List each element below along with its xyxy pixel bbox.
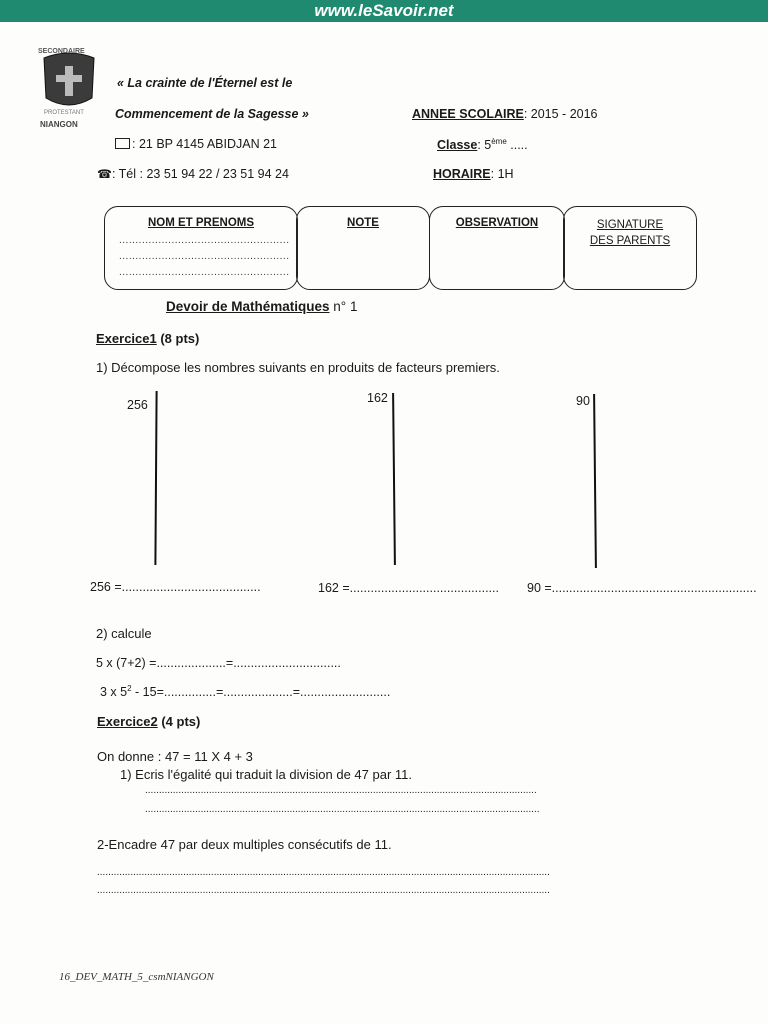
school-year-label: ANNEE SCOLAIRE	[412, 107, 524, 121]
duration-value: : 1H	[490, 167, 514, 181]
answer-162[interactable]: 162 =...........................................	[318, 581, 499, 595]
calc-2-post: - 15=...............=....................=..........................	[131, 685, 391, 700]
address-row	[115, 137, 277, 151]
factor-number-90: 90	[576, 394, 590, 408]
school-year-value: : 2015 - 2016	[523, 107, 598, 121]
motto-line-1: « La crainte de l'Éternel est le	[117, 76, 293, 90]
exercise-2-label: Exercice2	[97, 714, 158, 729]
exercise-2-q1-line-1[interactable]: .............................................................................................................................................	[145, 785, 537, 796]
name-box-label: NOM ET PRENOMS	[147, 217, 255, 229]
logo-bottom-text: NIANGON	[40, 120, 78, 129]
name-box[interactable]	[104, 206, 298, 290]
calc-2-exp: 2	[127, 684, 132, 693]
exercise-1-q2: 2) calcule	[96, 626, 152, 641]
phone-icon: ☎	[97, 167, 112, 181]
calc-1[interactable]: 5 x (7+2) =....................=...............................	[96, 656, 341, 670]
note-box-label: NOTE	[347, 217, 379, 229]
answer-90[interactable]: 90 =...........................................................	[527, 581, 757, 595]
signature-box-label: SIGNATURE DES PARENTS	[589, 219, 671, 247]
exercise-2-title	[97, 714, 200, 729]
factor-number-162: 162	[367, 391, 388, 405]
mail-icon	[115, 138, 130, 149]
logo-mid-text: PROTESTANT	[44, 110, 84, 116]
phone-row	[97, 167, 289, 181]
phone-text: : Tél : 23 51 94 22 / 23 51 94 24	[111, 167, 289, 181]
motto-line-2: Commencement de la Sagesse »	[115, 107, 309, 121]
name-dots-1: ....................................................	[119, 235, 290, 246]
school-logo	[36, 46, 102, 136]
exercise-1-points: (8 pts)	[156, 331, 200, 346]
page-title-main: Devoir de Mathématiques	[166, 299, 330, 314]
observation-box-label: OBSERVATION	[455, 217, 539, 229]
exercise-2-q1: 1) Ecris l'égalité qui traduit la division de 47 par 11.	[120, 767, 413, 782]
school-year	[412, 107, 598, 121]
exercise-2-q2: 2-Encadre 47 par deux multiples consécutifs de 11.	[97, 837, 392, 852]
page-title-suffix: n° 1	[329, 299, 358, 314]
calc-2-pre: 3 x 5	[100, 685, 128, 700]
class	[437, 137, 528, 152]
exercise-2-q1-line-2[interactable]: ..............................................................................................................................................	[145, 804, 540, 815]
class-label: Classe	[437, 138, 478, 153]
answer-256[interactable]: 256 =........................................	[90, 580, 261, 594]
exercise-2-q2-line-1[interactable]: ...................................................................................................................................................................	[97, 867, 550, 878]
name-dots-3: ....................................................	[119, 267, 290, 278]
duration-label: HORAIRE	[433, 167, 491, 181]
note-box[interactable]	[296, 206, 430, 290]
exercise-1-q1: 1) Décompose les nombres suivants en produits de facteurs premiers.	[96, 360, 500, 375]
page-title	[166, 299, 357, 314]
class-suffix: .....	[506, 138, 528, 153]
factor-line-162	[392, 393, 396, 565]
exercise-2-q2-line-2[interactable]: ...................................................................................................................................................................	[97, 885, 550, 896]
exercise-1-label: Exercice1	[96, 331, 157, 346]
site-banner[interactable]: www.leSavoir.net	[0, 0, 768, 22]
factor-line-256	[154, 391, 157, 565]
factor-number-256: 256	[127, 398, 148, 412]
class-value: : 5	[477, 138, 492, 153]
footer-reference: 16_DEV_MATH_5_csmNIANGON	[59, 971, 214, 983]
logo-top-text: SECONDAIRE	[38, 48, 85, 55]
factor-line-90	[593, 394, 597, 568]
exercise-2-points: (4 pts)	[157, 714, 201, 729]
name-dots-2: ....................................................	[119, 251, 290, 262]
exercise-2-given: On donne : 47 = 11 X 4 + 3	[97, 749, 253, 764]
duration	[433, 167, 514, 181]
signature-box[interactable]	[563, 206, 697, 290]
observation-box[interactable]	[429, 206, 565, 290]
address-text: : 21 BP 4145 ABIDJAN 21	[132, 137, 278, 151]
class-sup: ème	[491, 137, 507, 146]
exercise-1-title	[96, 331, 199, 346]
calc-2[interactable]	[100, 684, 390, 699]
